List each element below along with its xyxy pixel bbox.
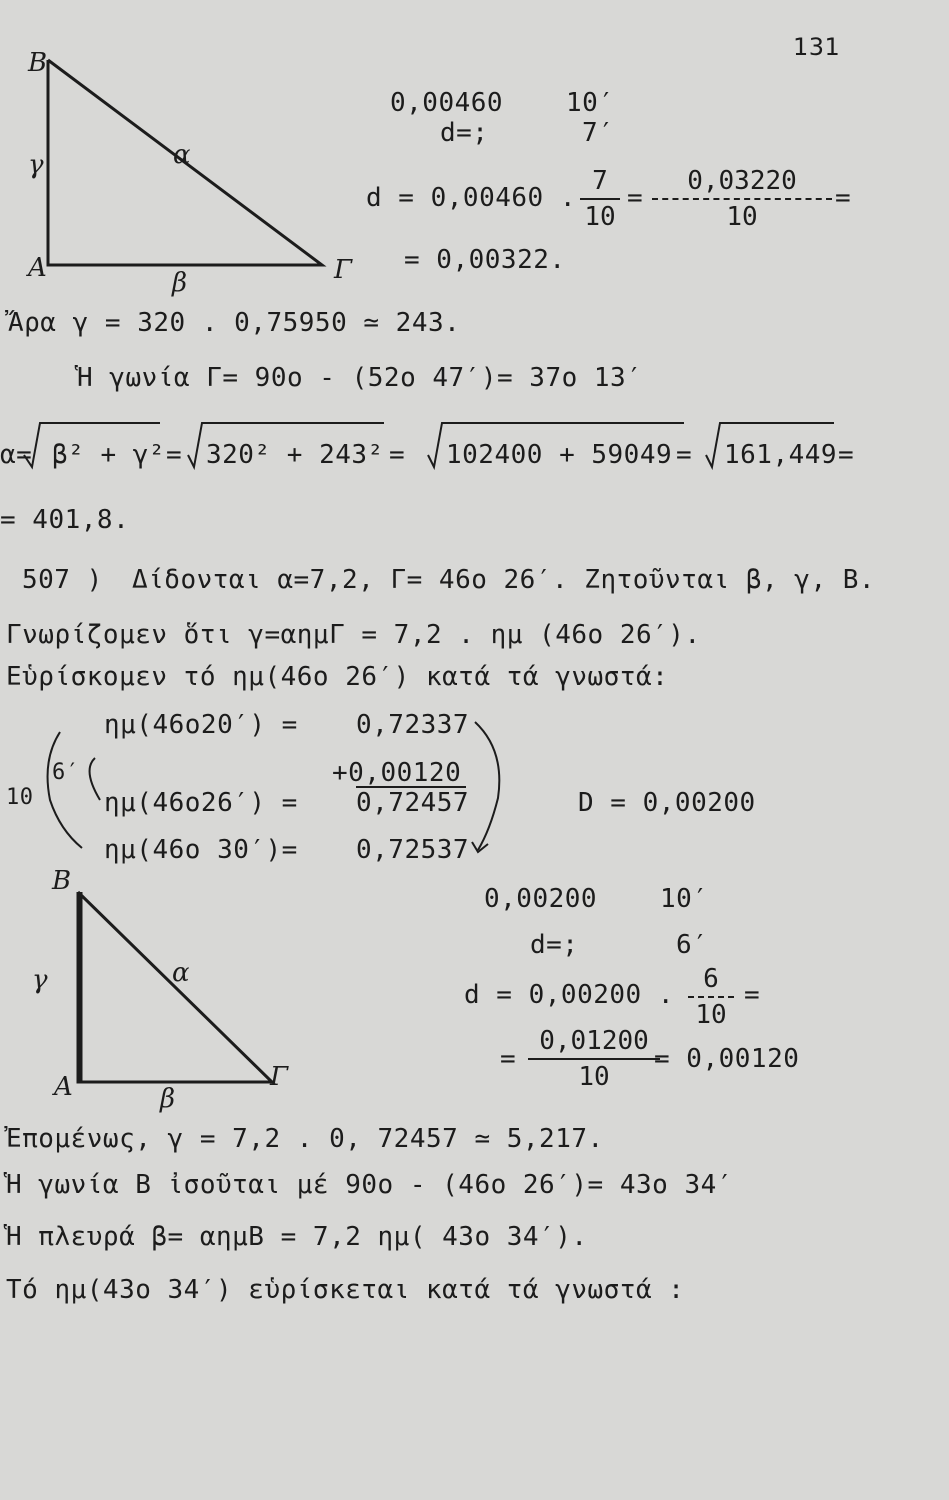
line-ara: Ἄρα γ = 320 . 0,75950 ≃ 243. <box>8 308 461 338</box>
table-row3-right: 0,72537 <box>356 835 470 865</box>
table-addend: +0,00120 <box>332 758 462 788</box>
table-six-minutes: 6′ <box>52 760 80 785</box>
alpha-prefix: α= <box>0 440 33 470</box>
calc1-fraction-1 <box>580 166 620 232</box>
fig2-label-beta: β <box>160 1084 176 1114</box>
alpha-eq-3: = <box>676 440 693 470</box>
sqrt-content-1: β² + γ² <box>52 440 166 470</box>
table-ten-minutes: 10 <box>6 785 34 810</box>
alpha-eq-4: = <box>838 440 855 470</box>
calc1-equals: = <box>627 183 644 213</box>
alpha-eq-2: = <box>389 440 406 470</box>
calc2-fraction-2 <box>528 1026 660 1092</box>
calc1-line2-right: 7′ <box>582 118 615 148</box>
calc2-eq-pre: = <box>500 1044 517 1074</box>
problem-line3: Εὑρίσκομεν τό ημ(46ο 26′) κατά τά γνωστά: <box>6 662 669 692</box>
calc1-line1-left: 0,00460 <box>390 88 504 118</box>
table-difference: D = 0,00200 <box>578 788 756 818</box>
frac-denominator: 10 <box>584 202 616 232</box>
sqrt-content-2: 320² + 243² <box>206 440 384 470</box>
calc2-line1-left: 0,00200 <box>484 884 598 914</box>
table-row3-left: ημ(46ο 30′)= <box>104 835 298 865</box>
fig2-label-gamma: γ <box>32 965 49 995</box>
fig1-label-Gamma: Γ <box>334 255 353 285</box>
calc1-fraction-2 <box>652 166 832 232</box>
frac-numerator: 0,01200 <box>539 1026 649 1056</box>
fig1-label-gamma: γ <box>28 150 45 180</box>
calc1-line4: = 0,00322. <box>404 245 566 275</box>
calc1-line2-left: d=; <box>440 118 489 148</box>
frac-numerator: 7 <box>592 166 608 196</box>
calc2-line1-right: 10′ <box>660 884 709 914</box>
problem-line2: Γνωρίζομεν ὅτι γ=αημΓ = 7,2 . ημ (46ο 26′). <box>6 620 701 650</box>
problem-given: Δίδονται α=7,2, Γ= 46ο 26′. Ζητοῦνται β, γ, Β. <box>132 565 876 595</box>
frac-denominator: 10 <box>578 1062 610 1092</box>
calc1-line3-prefix: d = 0,00460 . <box>366 183 576 213</box>
frac-numerator: 0,03220 <box>687 166 797 196</box>
fig2-label-B: B <box>52 866 72 896</box>
frac-numerator: 6 <box>703 964 719 994</box>
calc2-line2-left: d=; <box>530 930 579 960</box>
fraction-bar <box>652 198 832 200</box>
alpha-eq-1: = <box>166 440 183 470</box>
fig1-label-B: B <box>28 48 48 78</box>
fig1-label-A: A <box>28 253 48 283</box>
frac-denominator: 10 <box>726 202 758 232</box>
table-brackets <box>20 720 540 880</box>
fig2-label-A: A <box>54 1072 74 1102</box>
page-number: 131 <box>793 33 841 61</box>
table-row2-right: 0,72457 <box>356 788 470 818</box>
sqrt-content-3: 102400 + 59049 <box>446 440 673 470</box>
bottom-line-1: Ἐπομένως, γ = 7,2 . 0, 72457 ≃ 5,217. <box>6 1124 604 1154</box>
fig2-label-Gamma: Γ <box>270 1062 289 1092</box>
problem-number: 507 ) <box>22 565 103 595</box>
triangle-figure-top <box>0 40 360 300</box>
fig1-label-beta: β <box>172 268 188 298</box>
frac-denominator: 10 <box>695 1000 727 1030</box>
fraction-bar <box>580 198 620 200</box>
fraction-bar <box>528 1058 660 1060</box>
bottom-line-3: Ἡ πλευρά β= αημΒ = 7,2 ημ( 43ο 34′). <box>6 1222 588 1252</box>
calc2-result: = 0,00120 <box>654 1044 800 1074</box>
table-row1-right: 0,72337 <box>356 710 470 740</box>
calc2-line3-prefix: d = 0,00200 . <box>464 980 674 1010</box>
fraction-bar <box>688 996 734 998</box>
calc1-equals-2: = <box>835 183 852 213</box>
sqrt-content-4: 161,449 <box>724 440 838 470</box>
table-row1-left: ημ(46ο20′) = <box>104 710 298 740</box>
bottom-line-2: Ἡ γωνία Β ἰσοῦται μέ 90ο - (46ο 26′)= 43ο 34′ <box>6 1170 733 1200</box>
calc2-line2-right: 6′ <box>676 930 709 960</box>
bottom-line-4: Τό ημ(43ο 34′) εὑρίσκεται κατά τά γνωστά : <box>6 1275 685 1305</box>
line-angle-gamma: Ἡ γωνία Γ= 90ο - (52ο 47′)= 37ο 13′ <box>77 363 643 393</box>
line-result: = 401,8. <box>0 505 130 535</box>
triangle-figure-bottom <box>50 880 350 1110</box>
fig2-label-alpha: α <box>172 958 191 988</box>
calc2-fraction-1 <box>688 964 734 1030</box>
table-row2-left: ημ(46ο26′) = <box>104 788 298 818</box>
calc2-equals: = <box>744 980 761 1010</box>
calc1-line1-right: 10′ <box>566 88 615 118</box>
fig1-label-alpha: α <box>173 140 192 170</box>
